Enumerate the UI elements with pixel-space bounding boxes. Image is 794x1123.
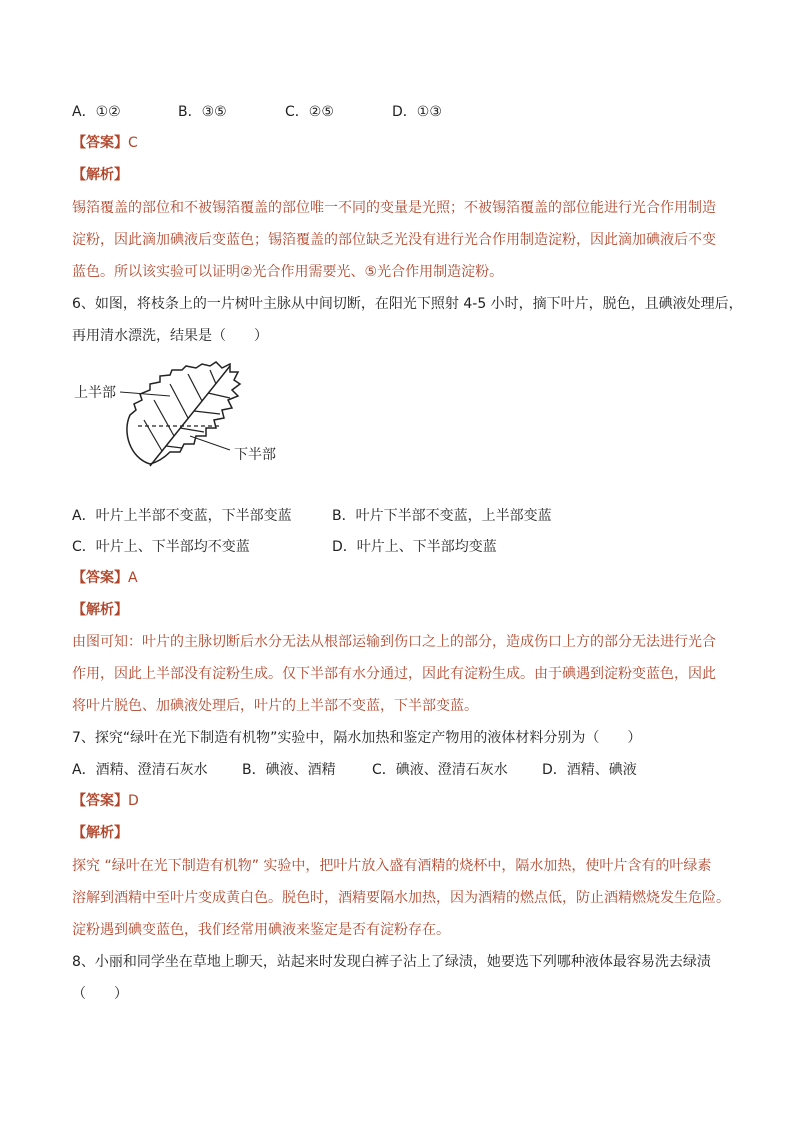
q5-option-a: A．①② [72,104,121,120]
q6-analysis-line: 作用，因此上半部没有淀粉生成。仅下半部有水分通过，因此有淀粉生成。由于碘遇到淀粉变蓝色，因此 [72,666,716,682]
q6-option-c: C．叶片上、下半部均不变蓝 [72,539,250,555]
q7-option-a: A．酒精、澄清石灰水 [72,762,208,778]
q8-question-line: 8、小丽和同学坐在草地上聊天，站起来时发现白裤子沾上了绿渍，她要选下列哪种液体最容易洗去绿渍 [72,954,711,970]
q5-option-b: B．③⑤ [178,104,227,120]
q7-option-d: D．酒精、碘液 [542,762,637,778]
q5-analysis-line: 蓝色。所以该实验可以证明②光合作用需要光、⑤光合作用制造淀粉。 [72,264,504,280]
q5-answer: 【答案】C [72,135,138,151]
label-lower-half: 下半部 [234,447,276,463]
q6-answer: 【答案】A [72,570,138,586]
q7-analysis-line: 溶解到酒精中至叶片变成黄白色。脱色时，酒精要隔水加热，因为酒精的燃点低，防止酒精燃烧发生危险。 [72,890,730,906]
label-upper-half: 上半部 [74,385,116,401]
q6-question-line: 再用清水漂洗，结果是（ ） [72,328,268,344]
q5-analysis-label: 【解析】 [72,167,128,183]
q6-question-line: 6、如图，将枝条上的一片树叶主脉从中间切断，在阳光下照射 4-5 小时，摘下叶片，脱色，且碘液处理后， [72,296,743,312]
q7-option-c: C．碘液、澄清石灰水 [372,762,508,778]
q7-analysis-label: 【解析】 [72,825,128,841]
q7-analysis-line: 探究 “绿叶在光下制造有机物” 实验中，把叶片放入盛有酒精的烧杯中，隔水加热，使叶片含有的叶绿素 [72,858,712,874]
q5-analysis-line: 锡箔覆盖的部位和不被锡箔覆盖的部位唯一不同的变量是光照；不被锡箔覆盖的部位能进行光合作用制造 [72,200,716,216]
q5-analysis-line: 淀粉，因此滴加碘液后变蓝色；锡箔覆盖的部位缺乏光没有进行光合作用制造淀粉，因此滴加碘液后不变 [72,232,716,248]
q6-analysis-line: 将叶片脱色、加碘液处理后，叶片的上半部不变蓝，下半部变蓝。 [72,698,478,714]
q5-option-d: D．①③ [392,104,442,120]
q7-question: 7、探究“绿叶在光下制造有机物”实验中，隔水加热和鉴定产物用的液体材料分别为（ ） [72,730,642,746]
leaf-outline [127,362,240,464]
q6-option-a: A．叶片上半部不变蓝，下半部变蓝 [72,508,292,524]
q6-analysis-label: 【解析】 [72,602,128,618]
q6-option-b: B．叶片下半部不变蓝，上半部变蓝 [332,508,552,524]
q8-question-line: （ ） [72,986,128,1002]
q6-analysis-line: 由图可知：叶片的主脉切断后水分无法从根部运输到伤口之上的部分，造成伤口上方的部分无法进行光合 [72,634,716,650]
q7-answer: 【答案】D [72,793,139,809]
q6-option-d: D．叶片上、下半部均变蓝 [332,539,497,555]
q7-option-b: B．碘液、酒精 [242,762,336,778]
leader-bottom [190,436,230,450]
q5-option-c: C．②⑤ [285,104,334,120]
q7-analysis-line: 淀粉遇到碘变蓝色，我们经常用碘液来鉴定是否有淀粉存在。 [72,922,450,938]
leaf-figure [70,360,300,470]
